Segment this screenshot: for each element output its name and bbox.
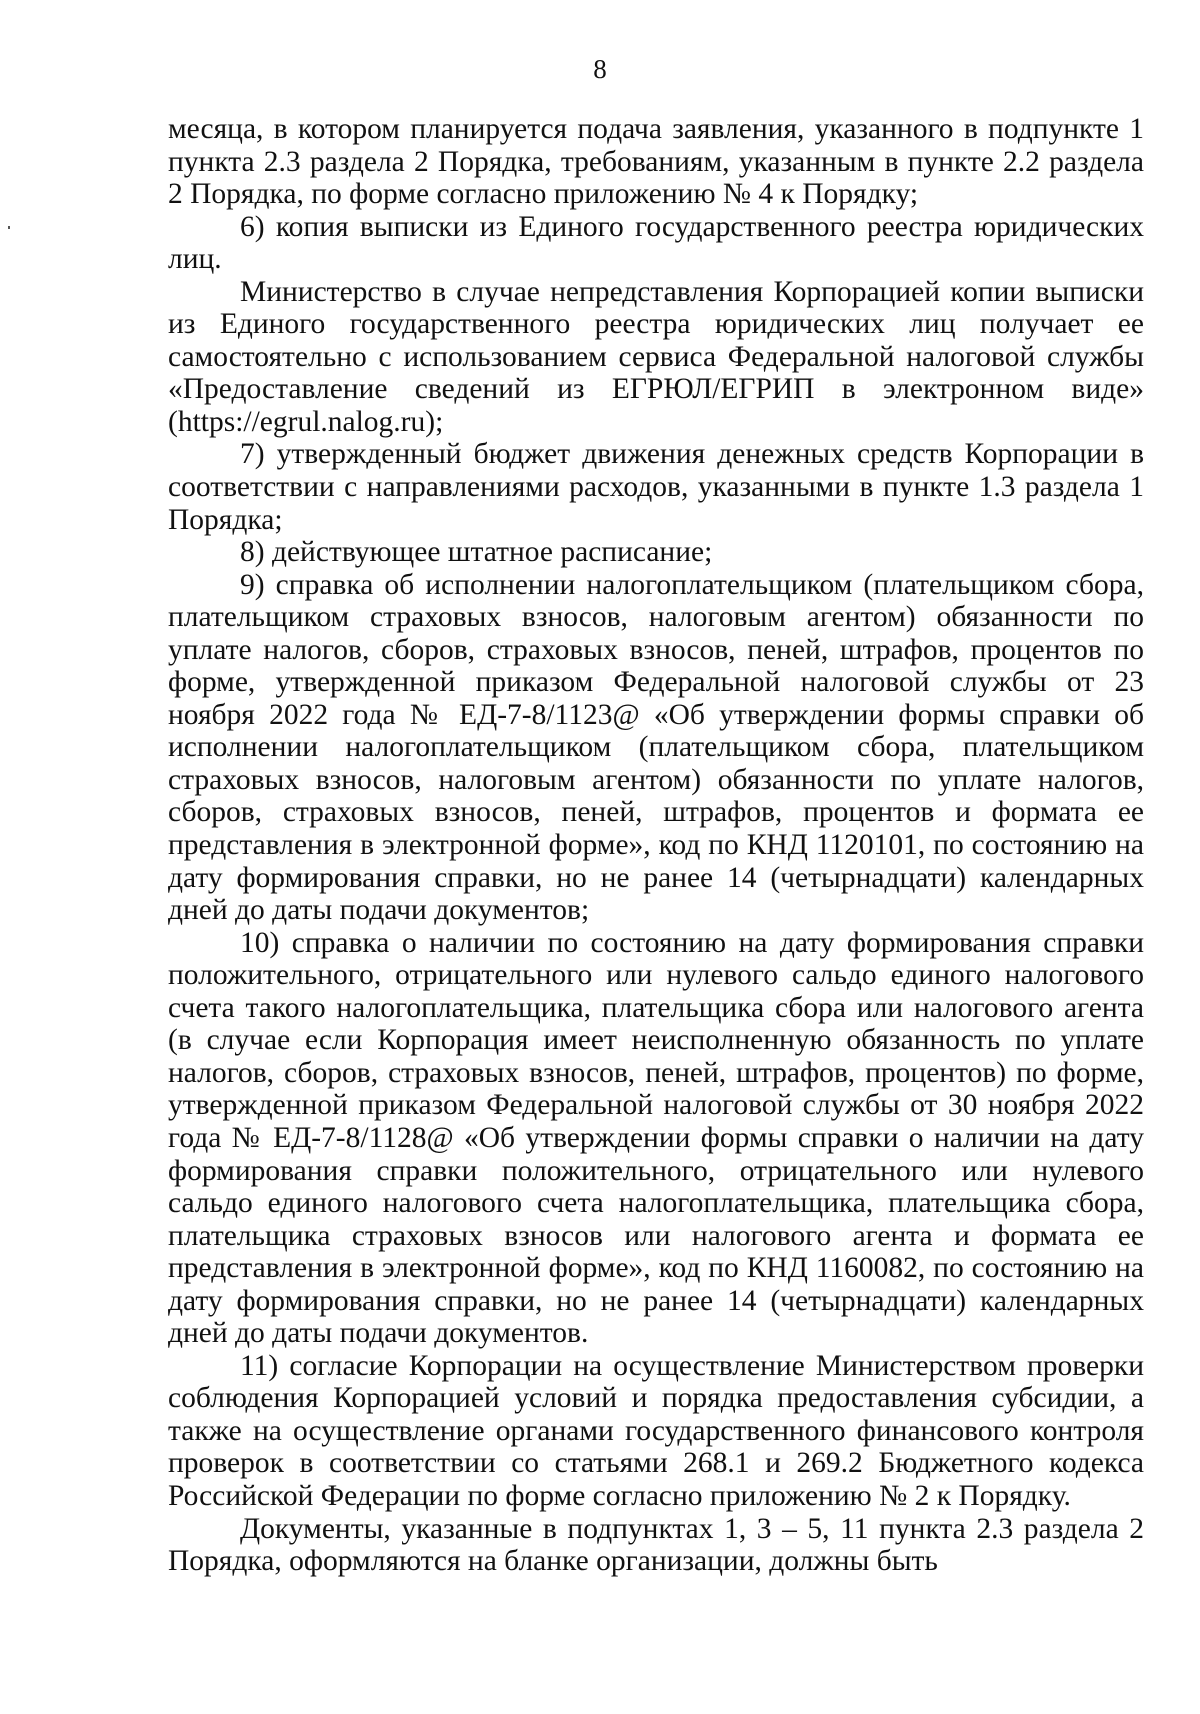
paragraph-item-6: 6) копия выписки из Единого государственного реестра юридических лиц. bbox=[168, 210, 1144, 276]
scan-mark bbox=[8, 226, 10, 229]
page-number: 8 bbox=[593, 54, 607, 84]
paragraph-item-9: 9) справка об исполнении налогоплательщиком (плательщиком сбора, плательщиком страховых взносов, налоговым агентом) обязанности по уплате налогов, сборов, страховых взносов, пеней, штрафов, процентов по форме, утвержденной приказом Федеральной налоговой службы от 23 ноября 2022 года № ЕД-7-8/1123@ «Об утверждении формы справки об исполнении налогоплательщиком (плательщиком сбора, плательщиком страховых взносов, налоговым агентом) обязанности по уплате налогов, сборов, страховых взносов, пеней, штрафов, процентов и формата ее представления в электронной форме», код по КНД 1120101, по состоянию на дату формирования справки, но не ранее 14 (четырнадцати) календарных дней до даты подачи документов; bbox=[168, 568, 1144, 927]
paragraph-item-11: 11) согласие Корпорации на осуществление Министерством проверки соблюдения Корпорацией условий и порядка предоставления субсидии, а также на осуществление органами государственного финансового контроля проверок в соответствии со статьями 268.1 и 269.2 Бюджетного кодекса Российской Федерации по форме согласно приложению № 2 к Порядку. bbox=[168, 1349, 1144, 1512]
paragraph-item-8: 8) действующее штатное расписание; bbox=[240, 536, 713, 569]
paragraph-item-7: 7) утвержденный бюджет движения денежных средств Корпорации в соответствии с направлениями расходов, указанными в пункте 1.3 раздела 1 Порядка; bbox=[168, 438, 1144, 536]
document-body bbox=[168, 113, 1144, 1578]
paragraph-continuation: месяца, в котором планируется подача заявления, указанного в подпункте 1 пункта 2.3 раздела 2 Порядка, требованиям, указанным в пункте 2.2 раздела 2 Порядка, по форме согласно приложению № 4 к Порядку; bbox=[168, 113, 1144, 211]
paragraph-item-10: 10) справка о наличии по состоянию на дату формирования справки положительного, отрицательного или нулевого сальдо единого налогового счета такого налогоплательщика, плательщика сбора или налогового агента (в случае если Корпорация имеет неисполненную обязанность по уплате налогов, сборов, страховых взносов, пеней, штрафов, процентов) по форме, утвержденной приказом Федеральной налоговой службы от 30 ноября 2022 года № ЕД-7-8/1128@ «Об утверждении формы справки о наличии на дату формирования справки положительного, отрицательного или нулевого сальдо единого налогового счета налогоплательщика, плательщика сбора, плательщика страховых взносов или налогового агента и формата ее представления в электронной форме», код по КНД 1160082, по состоянию на дату формирования справки, но не ранее 14 (четырнадцати) календарных дней до даты подачи документов. bbox=[168, 926, 1144, 1350]
paragraph-documents: Документы, указанные в подпунктах 1, 3 – 5, 11 пункта 2.3 раздела 2 Порядка, оформляются на бланке организации, должны быть bbox=[168, 1512, 1144, 1578]
paragraph-ministry-note: Министерство в случае непредставления Корпорацией копии выписки из Единого государственного реестра юридических лиц получает ее самостоятельно с использованием сервиса Федеральной налоговой службы «Предоставление сведений из ЕГРЮЛ/ЕГРИП в электронном виде» (https://egrul.nalog.ru); bbox=[168, 275, 1144, 438]
